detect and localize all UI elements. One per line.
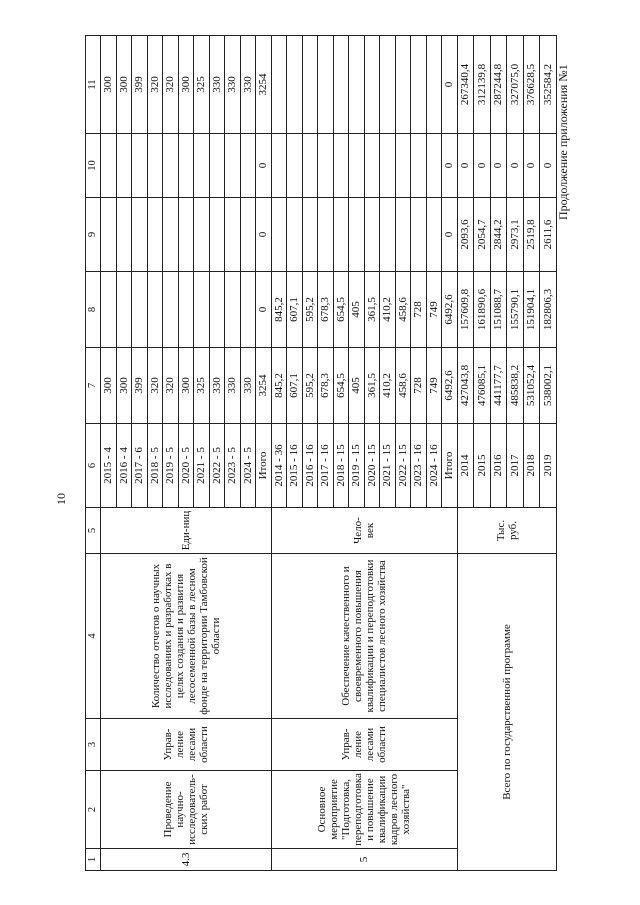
total-funding-cell: 325 bbox=[194, 348, 210, 424]
year-value-cell: 2021 - 15 bbox=[380, 424, 396, 508]
funding-col9-cell: 2093,6 bbox=[457, 198, 474, 272]
funding-col11-cell: 330 bbox=[225, 36, 241, 134]
funding-col8-cell: 6492,6 bbox=[442, 272, 458, 348]
funding-col9-cell bbox=[395, 198, 411, 272]
funding-col9-cell bbox=[380, 198, 396, 272]
funding-col11-cell bbox=[287, 36, 303, 134]
funding-col9-cell: 0 bbox=[256, 198, 272, 272]
funding-col8-cell: 845,2 bbox=[271, 272, 287, 348]
funding-col8-cell bbox=[163, 272, 179, 348]
total-funding-cell: 330 bbox=[209, 348, 225, 424]
section-4-3-executor: Управ-ление лесами области bbox=[101, 719, 272, 771]
total-funding-cell: 300 bbox=[178, 348, 194, 424]
total-funding-cell: 330 bbox=[225, 348, 241, 424]
section-5-name: Основное мероприятие "Подготовка, переподготовка и повышение квалификации кадров лесного хозяйства" bbox=[271, 771, 457, 849]
funding-col11-cell bbox=[333, 36, 349, 134]
funding-col10-cell bbox=[178, 134, 194, 198]
funding-col10-cell bbox=[318, 134, 334, 198]
funding-col11-cell bbox=[302, 36, 318, 134]
funding-col8-cell bbox=[194, 272, 210, 348]
funding-col11-cell bbox=[318, 36, 334, 134]
funding-col9-cell bbox=[178, 198, 194, 272]
year-value-cell: 2017 - 6 bbox=[132, 424, 148, 508]
section-5-indicator: Обеспечение качественного и своевременного повышения квалификации и переподготовки специалистов лесного хозяйства bbox=[271, 554, 457, 719]
funding-col11-cell: 300 bbox=[101, 36, 117, 134]
funding-col11-cell: 325 bbox=[194, 36, 210, 134]
funding-col9-cell: 2973,1 bbox=[507, 198, 524, 272]
funding-col9-cell bbox=[240, 198, 256, 272]
funding-col8-cell: 607,1 bbox=[287, 272, 303, 348]
funding-col11-cell: 327075,0 bbox=[507, 36, 524, 134]
section-5-row bbox=[271, 36, 287, 871]
year-value-cell: 2016 - 4 bbox=[116, 424, 132, 508]
page-number: 10 bbox=[54, 493, 68, 505]
funding-col11-cell: 287244,8 bbox=[490, 36, 507, 134]
funding-col9-cell: 2519,8 bbox=[523, 198, 540, 272]
total-funding-cell: 320 bbox=[163, 348, 179, 424]
total-funding-cell: 300 bbox=[116, 348, 132, 424]
year-value-cell: 2024 - 5 bbox=[240, 424, 256, 508]
funding-col11-cell bbox=[271, 36, 287, 134]
funding-col8-cell bbox=[178, 272, 194, 348]
funding-col11-cell: 352584,2 bbox=[540, 36, 557, 134]
funding-col8-cell: 749 bbox=[426, 272, 442, 348]
total-funding-cell: 399 bbox=[132, 348, 148, 424]
funding-col9-cell bbox=[209, 198, 225, 272]
funding-col8-cell: 155790,1 bbox=[507, 272, 524, 348]
funding-col11-cell bbox=[380, 36, 396, 134]
total-funding-cell: 654,5 bbox=[333, 348, 349, 424]
funding-col10-cell bbox=[240, 134, 256, 198]
funding-col10-cell: 0 bbox=[256, 134, 272, 198]
funding-col9-cell bbox=[302, 198, 318, 272]
total-funding-cell: 531052,4 bbox=[523, 348, 540, 424]
section-4-3-name: Проведение научно-исследователь-ских работ bbox=[101, 771, 272, 849]
funding-col8-cell: 0 bbox=[256, 272, 272, 348]
funding-col10-cell bbox=[411, 134, 427, 198]
funding-col9-cell bbox=[132, 198, 148, 272]
rotated-table-container bbox=[85, 36, 554, 871]
section-5-number: 5 bbox=[271, 849, 457, 871]
col-header: 1 bbox=[86, 849, 101, 871]
program-total-label: Всего по государственной программе bbox=[457, 554, 556, 871]
year-cell: 2018 bbox=[523, 424, 540, 508]
col-header: 10 bbox=[86, 134, 101, 198]
col-header: 6 bbox=[86, 424, 101, 508]
total-funding-cell: 595,2 bbox=[302, 348, 318, 424]
col-header: 11 bbox=[86, 36, 101, 134]
appendix-continuation-note: Продолжение приложения №1 bbox=[556, 64, 570, 220]
funding-col10-cell: 0 bbox=[474, 134, 491, 198]
funding-col10-cell: 0 bbox=[442, 134, 458, 198]
year-value-cell: 2017 - 16 bbox=[318, 424, 334, 508]
year-value-cell: 2022 - 15 bbox=[395, 424, 411, 508]
funding-col8-cell: 405 bbox=[349, 272, 365, 348]
funding-col11-cell bbox=[349, 36, 365, 134]
section-4-3-number: 4.3 bbox=[101, 849, 272, 871]
funding-col8-cell bbox=[147, 272, 163, 348]
section-4-3-row bbox=[101, 36, 117, 871]
total-funding-cell: 6492,6 bbox=[442, 348, 458, 424]
funding-col11-cell: 3254 bbox=[256, 36, 272, 134]
total-funding-cell: 300 bbox=[101, 348, 117, 424]
funding-col11-cell: 300 bbox=[178, 36, 194, 134]
funding-col10-cell bbox=[194, 134, 210, 198]
funding-col10-cell: 0 bbox=[490, 134, 507, 198]
year-value-cell: 2019 - 5 bbox=[163, 424, 179, 508]
year-cell: 2015 bbox=[474, 424, 491, 508]
funding-col9-cell bbox=[349, 198, 365, 272]
funding-col10-cell bbox=[364, 134, 380, 198]
funding-col9-cell: 2611,6 bbox=[540, 198, 557, 272]
funding-col10-cell bbox=[302, 134, 318, 198]
funding-col9-cell bbox=[318, 198, 334, 272]
year-value-cell: 2018 - 5 bbox=[147, 424, 163, 508]
funding-col8-cell: 151904,1 bbox=[523, 272, 540, 348]
funding-col9-cell bbox=[101, 198, 117, 272]
funding-col10-cell bbox=[287, 134, 303, 198]
total-funding-cell: 749 bbox=[426, 348, 442, 424]
funding-col8-cell bbox=[132, 272, 148, 348]
year-value-cell: 2022 - 5 bbox=[209, 424, 225, 508]
funding-col8-cell: 678,3 bbox=[318, 272, 334, 348]
funding-col8-cell: 728 bbox=[411, 272, 427, 348]
funding-col8-cell: 182806,3 bbox=[540, 272, 557, 348]
year-cell: 2016 bbox=[490, 424, 507, 508]
year-value-cell: 2020 - 5 bbox=[178, 424, 194, 508]
year-value-cell: 2020 - 15 bbox=[364, 424, 380, 508]
funding-col9-cell bbox=[426, 198, 442, 272]
funding-col11-cell: 376628,5 bbox=[523, 36, 540, 134]
total-funding-cell: 320 bbox=[147, 348, 163, 424]
total-funding-cell: 678,3 bbox=[318, 348, 334, 424]
funding-col11-cell bbox=[411, 36, 427, 134]
funding-col9-cell: 2054,7 bbox=[474, 198, 491, 272]
year-value-cell: 2015 - 16 bbox=[287, 424, 303, 508]
funding-col9-cell: 0 bbox=[442, 198, 458, 272]
program-total-unit: Тыс. руб. bbox=[457, 508, 556, 554]
col-header: 9 bbox=[86, 198, 101, 272]
year-cell: 2014 bbox=[457, 424, 474, 508]
total-funding-cell: 330 bbox=[240, 348, 256, 424]
total-funding-cell: 728 bbox=[411, 348, 427, 424]
total-funding-cell: 441177,7 bbox=[490, 348, 507, 424]
col-header: 3 bbox=[86, 719, 101, 771]
year-cell: 2019 bbox=[540, 424, 557, 508]
total-funding-cell: 427043,8 bbox=[457, 348, 474, 424]
column-number-row bbox=[86, 36, 101, 871]
year-value-cell: 2023 - 5 bbox=[225, 424, 241, 508]
funding-col11-cell: 0 bbox=[442, 36, 458, 134]
total-funding-cell: 485838,2 bbox=[507, 348, 524, 424]
funding-col10-cell: 0 bbox=[523, 134, 540, 198]
funding-col10-cell bbox=[333, 134, 349, 198]
funding-col11-cell: 399 bbox=[132, 36, 148, 134]
funding-col9-cell bbox=[225, 198, 241, 272]
funding-col10-cell bbox=[426, 134, 442, 198]
funding-col10-cell bbox=[380, 134, 396, 198]
section-5-executor: Управ-ление лесами области bbox=[271, 719, 457, 771]
year-value-cell: 2019 - 15 bbox=[349, 424, 365, 508]
section-4-3-indicator: Количество отчетов о научных исследованиях и разработках в целях создания и развития лесосеменной базы в лесном фонде на территории Тамбовской области bbox=[101, 554, 272, 719]
funding-col9-cell bbox=[271, 198, 287, 272]
year-value-cell: 2015 - 4 bbox=[101, 424, 117, 508]
total-funding-cell: 538002,1 bbox=[540, 348, 557, 424]
funding-col10-cell bbox=[209, 134, 225, 198]
funding-col9-cell bbox=[364, 198, 380, 272]
funding-col8-cell: 595,2 bbox=[302, 272, 318, 348]
funding-col8-cell: 161890,6 bbox=[474, 272, 491, 348]
funding-col11-cell bbox=[395, 36, 411, 134]
funding-col9-cell bbox=[116, 198, 132, 272]
program-total-row bbox=[457, 36, 474, 871]
funding-col9-cell bbox=[287, 198, 303, 272]
col-header: 5 bbox=[86, 508, 101, 554]
year-value-cell: Итого bbox=[442, 424, 458, 508]
funding-col10-cell bbox=[101, 134, 117, 198]
year-value-cell: 2021 - 5 bbox=[194, 424, 210, 508]
funding-col11-cell: 330 bbox=[209, 36, 225, 134]
col-header: 7 bbox=[86, 348, 101, 424]
funding-col10-cell bbox=[163, 134, 179, 198]
funding-col11-cell: 330 bbox=[240, 36, 256, 134]
year-value-cell: 2018 - 15 bbox=[333, 424, 349, 508]
table-body bbox=[86, 36, 557, 871]
funding-col10-cell: 0 bbox=[457, 134, 474, 198]
year-value-cell: 2024 - 16 bbox=[426, 424, 442, 508]
funding-col8-cell bbox=[225, 272, 241, 348]
funding-col9-cell bbox=[333, 198, 349, 272]
funding-col9-cell bbox=[411, 198, 427, 272]
funding-col10-cell bbox=[395, 134, 411, 198]
total-funding-cell: 845,2 bbox=[271, 348, 287, 424]
total-funding-cell: 405 bbox=[349, 348, 365, 424]
total-funding-cell: 361,5 bbox=[364, 348, 380, 424]
funding-col8-cell bbox=[116, 272, 132, 348]
col-header: 4 bbox=[86, 554, 101, 719]
funding-col8-cell: 151088,7 bbox=[490, 272, 507, 348]
funding-col8-cell bbox=[240, 272, 256, 348]
funding-col10-cell bbox=[147, 134, 163, 198]
section-5-unit: Чело-век bbox=[271, 508, 457, 554]
total-funding-cell: 476085,1 bbox=[474, 348, 491, 424]
funding-col10-cell bbox=[349, 134, 365, 198]
year-cell: 2017 bbox=[507, 424, 524, 508]
col-header: 8 bbox=[86, 272, 101, 348]
funding-col10-cell bbox=[116, 134, 132, 198]
funding-col10-cell: 0 bbox=[540, 134, 557, 198]
year-value-cell: 2014 - 36 bbox=[271, 424, 287, 508]
section-4-3-unit: Еди-ниц bbox=[101, 508, 272, 554]
funding-col11-cell bbox=[426, 36, 442, 134]
funding-col8-cell: 157609,8 bbox=[457, 272, 474, 348]
funding-col9-cell bbox=[163, 198, 179, 272]
year-value-cell: Итого bbox=[256, 424, 272, 508]
funding-col10-cell bbox=[132, 134, 148, 198]
total-funding-cell: 607,1 bbox=[287, 348, 303, 424]
total-funding-cell: 410,2 bbox=[380, 348, 396, 424]
funding-col8-cell bbox=[101, 272, 117, 348]
funding-col9-cell: 2844,2 bbox=[490, 198, 507, 272]
year-value-cell: 2023 - 16 bbox=[411, 424, 427, 508]
funding-col8-cell: 410,2 bbox=[380, 272, 396, 348]
total-funding-cell: 3254 bbox=[256, 348, 272, 424]
funding-col9-cell bbox=[194, 198, 210, 272]
funding-col10-cell bbox=[271, 134, 287, 198]
funding-col11-cell: 320 bbox=[163, 36, 179, 134]
funding-col10-cell: 0 bbox=[507, 134, 524, 198]
funding-col9-cell bbox=[147, 198, 163, 272]
funding-col11-cell: 312139,8 bbox=[474, 36, 491, 134]
funding-col11-cell: 320 bbox=[147, 36, 163, 134]
funding-col11-cell bbox=[364, 36, 380, 134]
funding-col10-cell bbox=[225, 134, 241, 198]
funding-col8-cell: 654,5 bbox=[333, 272, 349, 348]
funding-col8-cell: 361,5 bbox=[364, 272, 380, 348]
funding-col8-cell: 458,6 bbox=[395, 272, 411, 348]
program-funding-table bbox=[85, 35, 557, 871]
year-value-cell: 2016 - 16 bbox=[302, 424, 318, 508]
col-header: 2 bbox=[86, 771, 101, 849]
funding-col8-cell bbox=[209, 272, 225, 348]
funding-col11-cell: 267340,4 bbox=[457, 36, 474, 134]
funding-col11-cell: 300 bbox=[116, 36, 132, 134]
total-funding-cell: 458,6 bbox=[395, 348, 411, 424]
